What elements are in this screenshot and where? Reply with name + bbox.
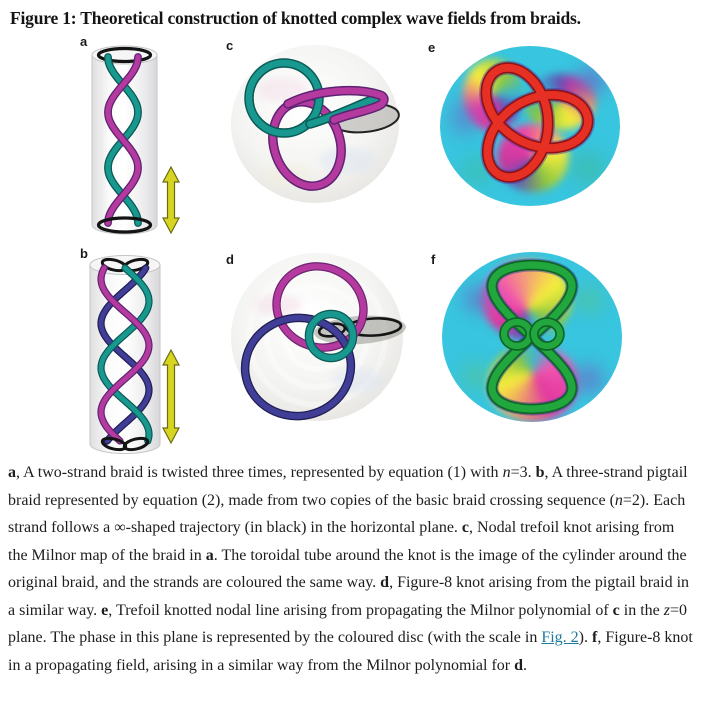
three-strand-braid-illustration bbox=[85, 243, 185, 458]
caption-text: n bbox=[502, 464, 511, 481]
panel-label-f: f bbox=[431, 252, 436, 267]
caption-text: =3. bbox=[510, 464, 536, 481]
caption-text: , Trefoil knotted nodal line arising from propagating the Milnor polynomial of bbox=[108, 601, 613, 619]
panel-a-braid-cylinder bbox=[85, 33, 185, 243]
caption-text: , A two-strand braid is twisted three times, represented by equation (1) with bbox=[16, 464, 503, 481]
caption-text: d bbox=[514, 656, 524, 674]
caption-text: c bbox=[612, 601, 620, 619]
figure-title: Figure 1: Theoretical construction of knotted complex wave fields from braids. bbox=[10, 8, 581, 28]
panel-c-trefoil-sphere bbox=[228, 40, 413, 212]
caption-text: e bbox=[101, 601, 109, 619]
caption-text: =0 plane. The phase in this plane is represented by the coloured disc (with the scale in bbox=[8, 601, 688, 646]
panel-label-c: c bbox=[226, 38, 234, 53]
fig2-link[interactable]: Fig. 2 bbox=[541, 629, 579, 646]
caption-text: , Nodal trefoil knot arising from the Milnor map of the braid in bbox=[8, 519, 675, 564]
caption-text: d bbox=[380, 574, 390, 591]
caption-text: , Figure-8 knot in a propagating field, arising in a similar way from the Milnor polynomial for bbox=[8, 629, 693, 674]
caption-text: f bbox=[592, 629, 598, 646]
two-strand-braid-illustration bbox=[85, 33, 185, 243]
caption-text: =2). Each strand follows a ∞-shaped trajectory (in black) in the horizontal plane. bbox=[8, 491, 686, 536]
caption-text: , Figure-8 knot arising from the pigtail braid in a similar way. bbox=[8, 574, 690, 619]
figure-caption bbox=[8, 459, 696, 679]
panel-label-d: d bbox=[226, 252, 234, 267]
caption-text: a bbox=[205, 546, 214, 564]
caption-text: z bbox=[663, 601, 670, 619]
panel-label-e: e bbox=[428, 40, 436, 55]
caption-text: , A three-strand pigtail braid represented by equation (2), made from two copies of the basic braid crossing sequence ( bbox=[8, 464, 688, 509]
caption-text: a bbox=[8, 464, 16, 481]
figure8-knot-illustration bbox=[228, 250, 413, 428]
panel-label-b: b bbox=[80, 246, 88, 261]
double-arrow-icon bbox=[163, 167, 179, 233]
panel-d-figure8-sphere bbox=[228, 250, 413, 428]
panel-e-phase-disc-trefoil bbox=[440, 46, 620, 206]
panel-b-pigtail-cylinder bbox=[85, 243, 185, 458]
trefoil-knot-illustration bbox=[228, 40, 413, 212]
double-arrow-icon bbox=[163, 350, 179, 443]
caption-text: . bbox=[523, 656, 528, 674]
green-figure8-tube bbox=[442, 252, 622, 422]
caption-text: ). bbox=[578, 629, 592, 646]
caption-text: c bbox=[461, 519, 470, 536]
caption-text: b bbox=[535, 464, 545, 481]
red-trefoil-tube bbox=[440, 46, 620, 206]
caption-text: . The toroidal tube around the knot is the image of the cylinder around the original braid, and the strands are coloured the same way. bbox=[8, 546, 687, 591]
panel-f-phase-disc-figure8 bbox=[442, 252, 622, 422]
caption-text: in the bbox=[619, 601, 664, 619]
caption-text: n bbox=[614, 491, 623, 509]
panel-label-a: a bbox=[80, 34, 88, 49]
